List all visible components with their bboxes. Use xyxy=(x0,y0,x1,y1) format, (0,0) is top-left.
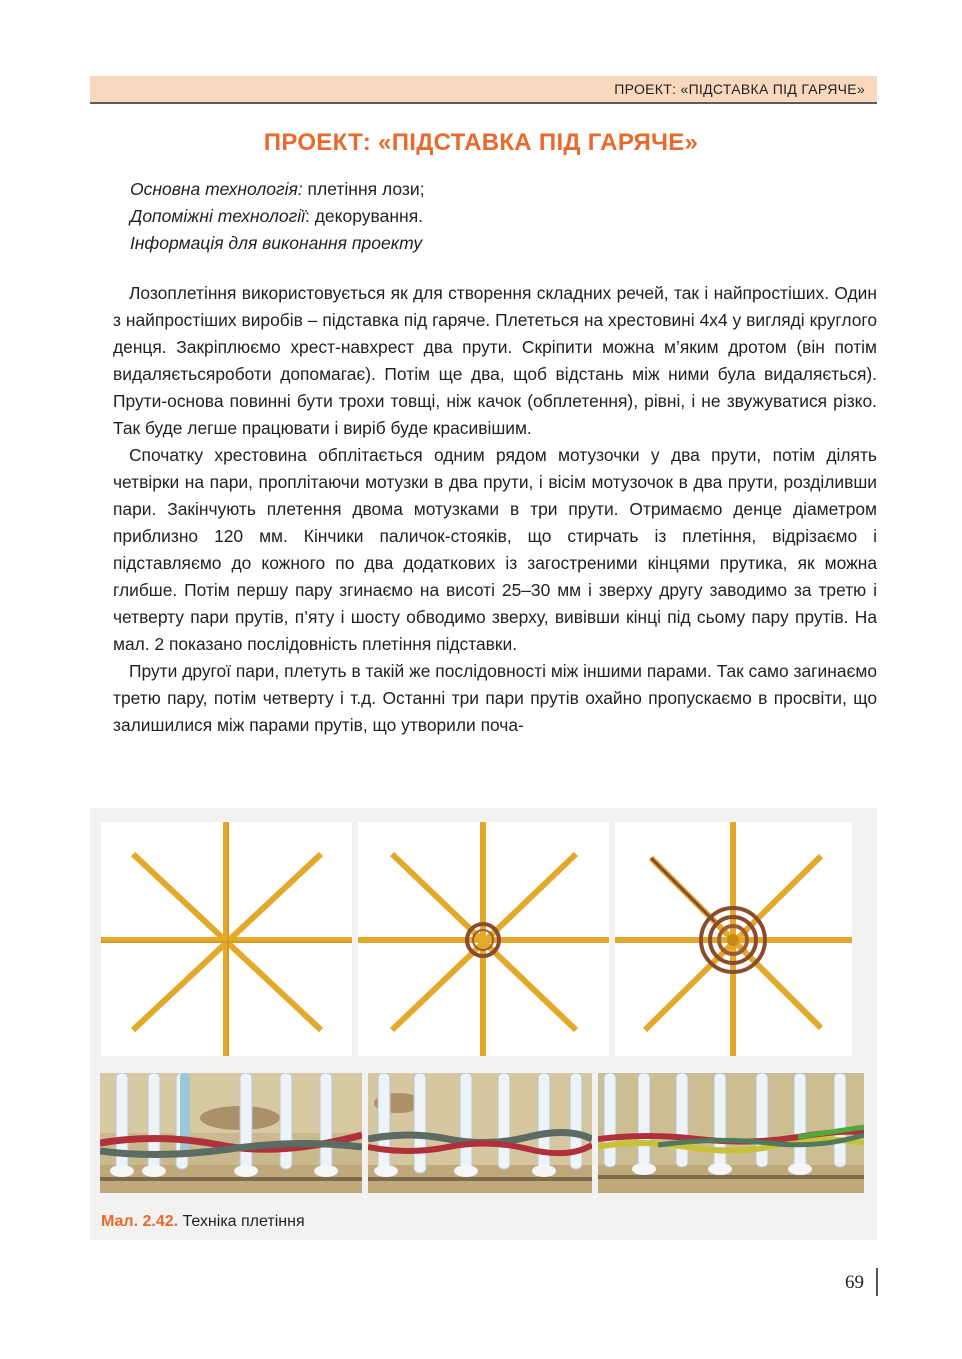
page-title: ПРОЕКТ: «ПІДСТАВКА ПІД ГАРЯЧЕ» xyxy=(263,129,699,156)
cross-frame-first-row-icon xyxy=(358,822,609,1056)
weaving-photo-2 xyxy=(368,1073,592,1193)
meta-label: Інформація для виконання проекту xyxy=(130,233,423,253)
cross-frame-icon xyxy=(101,822,352,1056)
meta-label: Допоміжні технології xyxy=(130,206,305,226)
paragraph: Спочатку хрестовина обплітається одним рядом мотузочки у два прути, потім ділять четвірки на пари, проплітаючи мотузки в два прути, і вісім мотузочок в два прути, розділивши пари. Закінчують плетення двома мотузками в три прути. Отримаємо денце діаметром приблизно 120 мм. Кінчики паличок-стояків, що стирчать із плетіння, відрізаємо і підставляємо до кожного по два додаткових із загостреними кінцями прутика, як можна глибше. Потім першу пару згинаємо на висоті 25–30 мм і зверху другу заводимо за третю і четверту пари прутів, п’яту і шосту обводимо зверху, вивівши кінці під сьому пару прутів. На мал. 2 показано послідовність плетіння підставки. xyxy=(113,445,877,654)
figure-caption-text: Техніка плетіння xyxy=(178,1213,305,1230)
running-header-title: ПРОЕКТ: «ПІДСТАВКА ПІД ГАРЯЧЕ» xyxy=(614,81,865,97)
project-meta xyxy=(130,176,425,257)
meta-line-info xyxy=(130,230,425,257)
paragraph: Прути другої пари, плетуть в такій же послідовності між іншими парами. Так само загинаємо третю пару, потім четверту і т.д. Останні три пари прутів охайно пропускаємо в просвіти, що залишилися між парами прутів, що утворили поча- xyxy=(113,661,877,735)
weaving-photo-1 xyxy=(100,1073,362,1193)
figure xyxy=(90,808,877,1240)
page-number: 69 xyxy=(845,1272,864,1293)
figure-caption xyxy=(101,1213,305,1231)
cross-frame-woven-center-icon xyxy=(615,822,852,1056)
meta-line-main-technology xyxy=(130,176,425,203)
page-number-rule xyxy=(876,1268,878,1296)
meta-value: плетіння лози; xyxy=(302,179,425,199)
weaving-photo-3 xyxy=(598,1073,864,1193)
meta-value: : декорування. xyxy=(305,206,424,226)
body-text xyxy=(113,280,877,739)
meta-label: Основна технологія: xyxy=(130,179,303,199)
figure-caption-label: Мал. 2.42. xyxy=(101,1213,179,1230)
paragraph: Лозоплетіння використовується як для створення складних речей, так і найпростіших. Один з найпростіших виробів – підставка під гаряче. Плететься на хрестовині 4х4 у вигляді круглого денця. Закріплюємо хрест-навхрест два прути. Скріпити можна м’яким дротом (він потім видаляєтьсяроботи допомагає). Потім ще два, щоб відстань між ними була видаляється). Прути-основа повинні бути трохи товщі, ніж качок (обплетення), рівні, і не звужуватися різко. Так буде легше працювати і виріб буде красивішим. xyxy=(113,283,877,438)
running-header xyxy=(90,76,877,104)
meta-line-aux-technology xyxy=(130,203,425,230)
